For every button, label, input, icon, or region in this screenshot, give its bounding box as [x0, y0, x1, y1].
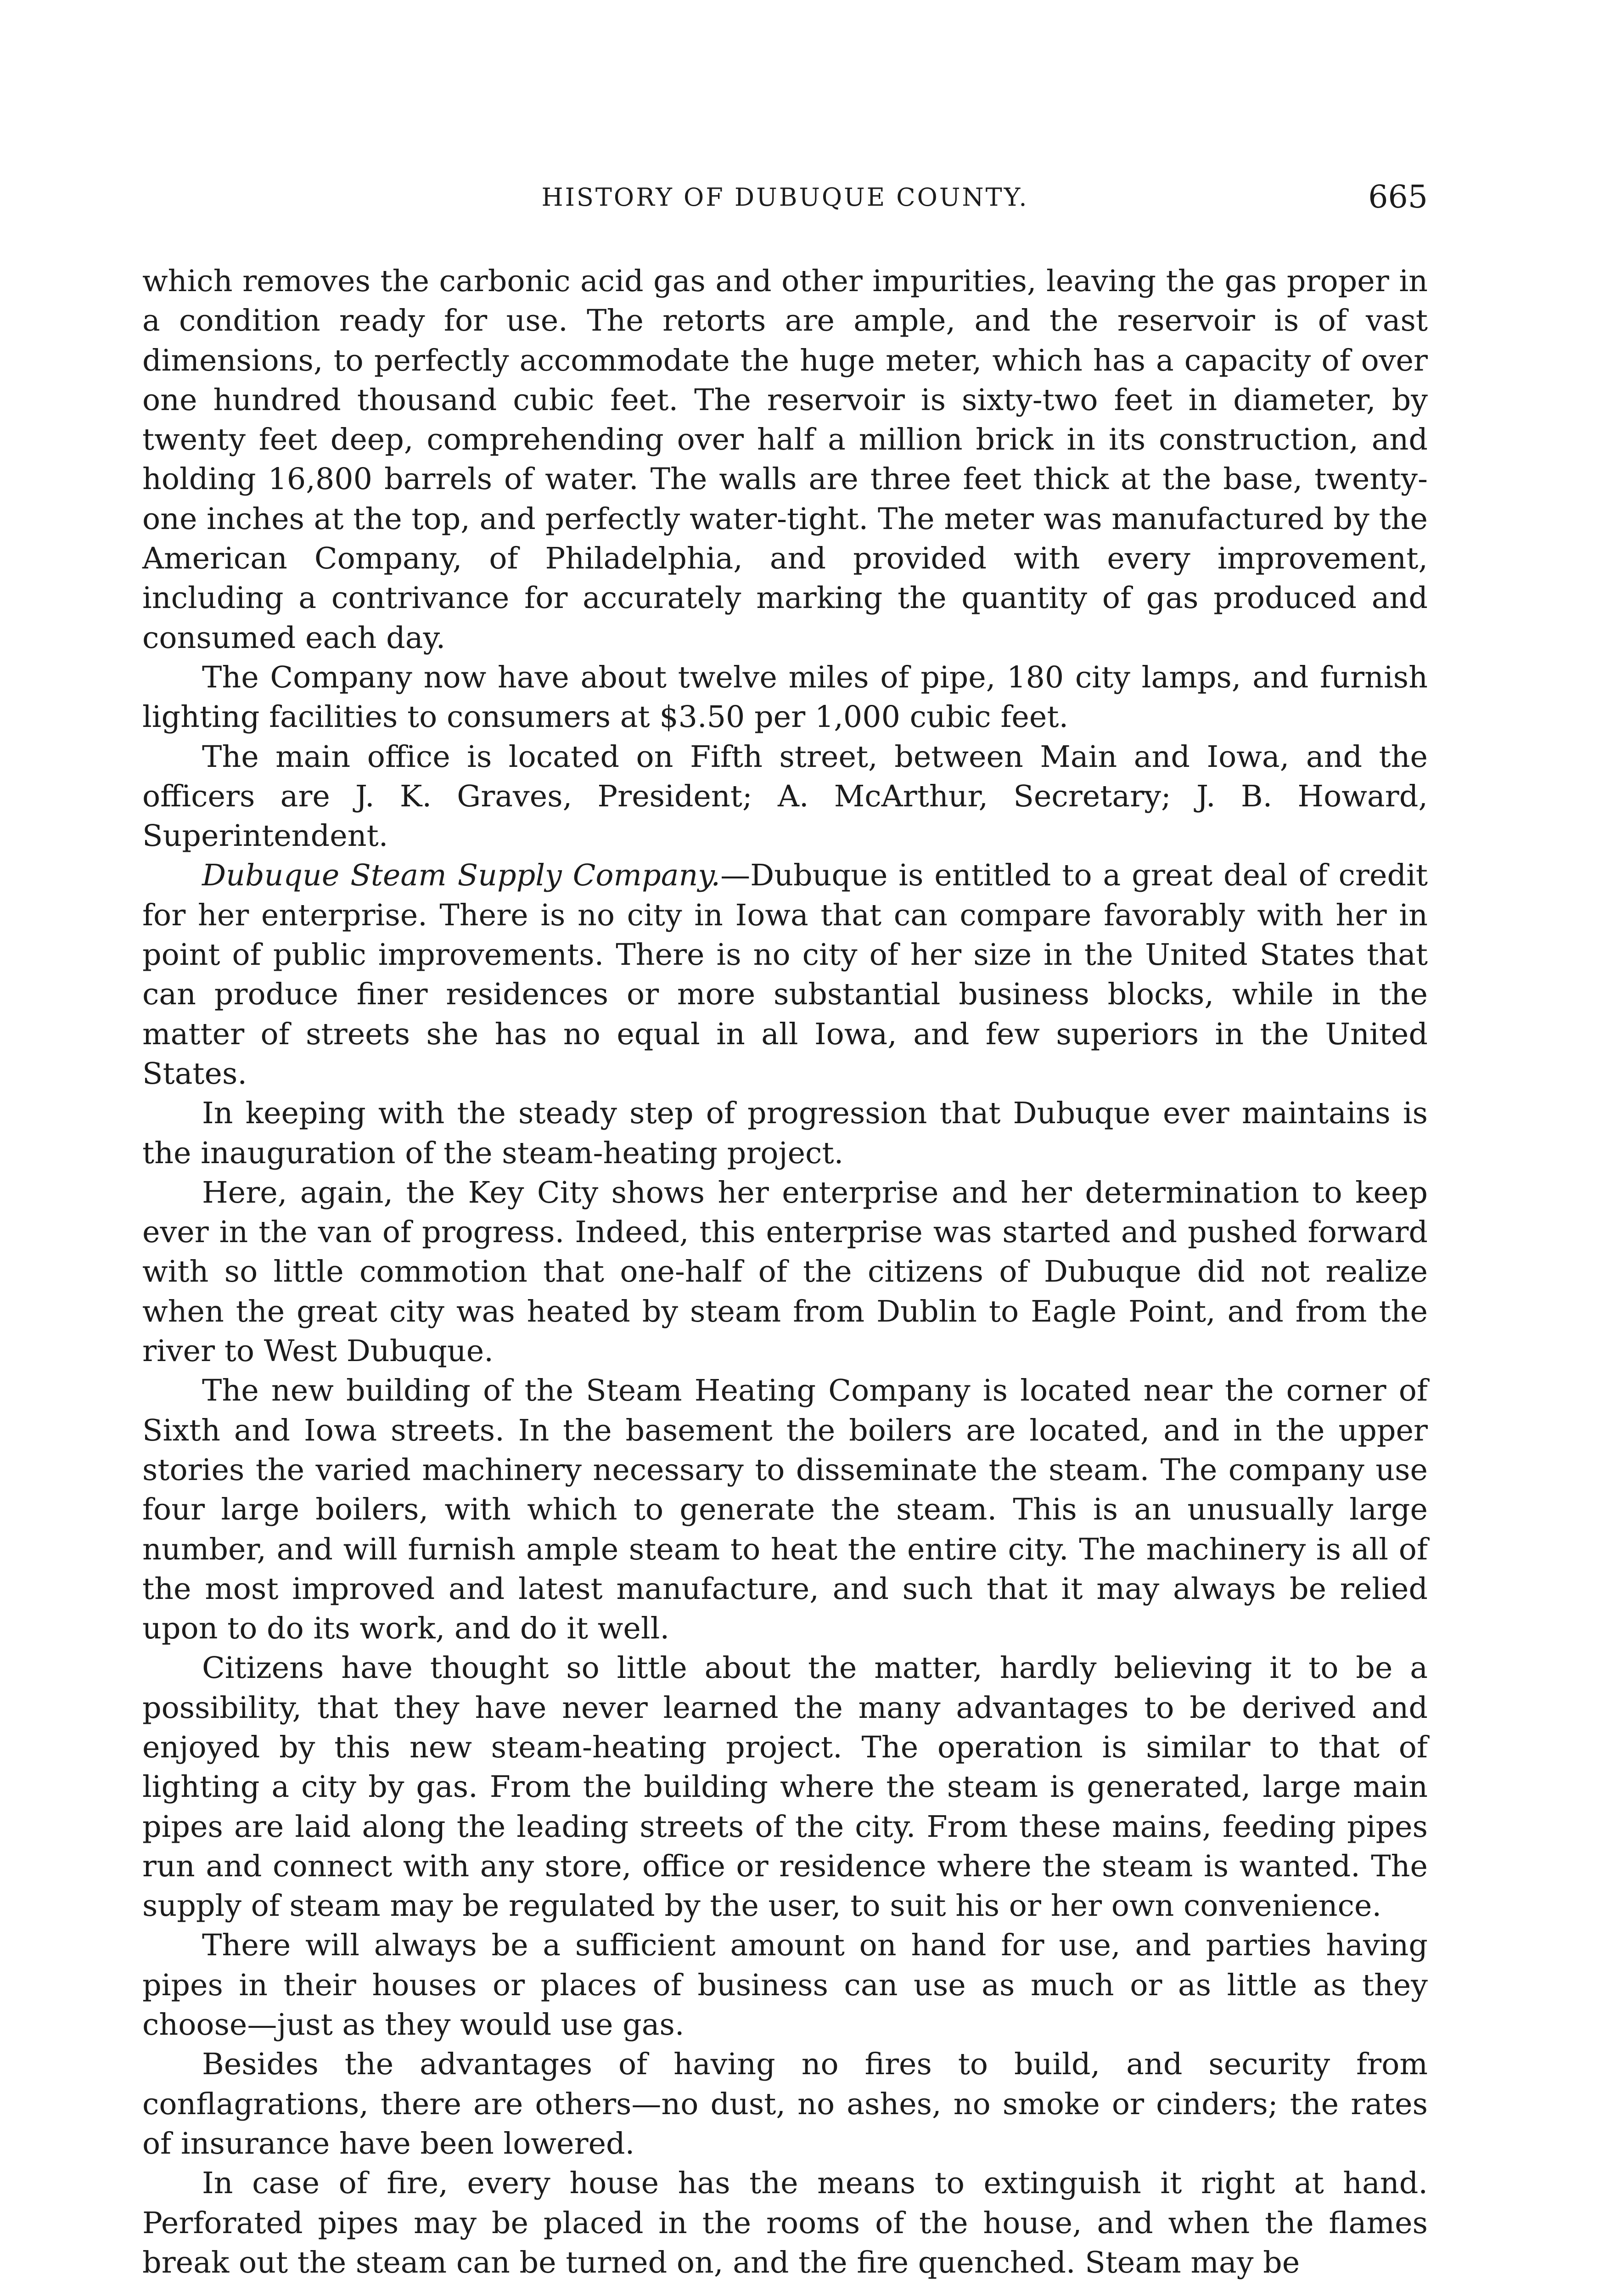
body-text	[142, 262, 1428, 2283]
section-paragraph	[142, 856, 1428, 1094]
paragraph: Besides the advantages of having no fires to build, and security from conflagrations, there are others—no dust, no ashes, no smoke or cinders; the rates of insurance have been lowered.	[142, 2047, 1428, 2161]
running-head	[142, 177, 1428, 218]
paragraph: Citizens have thought so little about the matter, hardly believing it to be a possibility, that they have never learned the many advantages to be derived and enjoyed by this new steam-heating project. The operation is similar to that of lighting a city by gas. From the building where the steam is generated, large main pipes are laid along the leading streets of the city. From these mains, feeding pipes run and connect with any store, office or residence where the steam is wanted. The supply of steam may be regulated by the user, to suit his or her own convenience.	[142, 1651, 1428, 1924]
running-title: HISTORY OF DUBUQUE COUNTY.	[541, 183, 1029, 212]
paragraph: Here, again, the Key City shows her enterprise and her determination to keep ever in the van of progress. Indeed, this enterprise was started and pushed forward with so little commotion that one-half of the citizens of Dubuque did not realize when the great city was heated by steam from Dublin to Eagle Point, and from the river to West Dubuque.	[142, 1175, 1428, 1369]
section-heading: Dubuque Steam Supply Company.	[202, 858, 721, 893]
paragraph: In case of fire, every house has the means to extinguish it right at hand. Perforated pipes may be placed in the rooms of the house, and when the flames break out the steam can be turned on, and the fire quenched. Steam may be	[142, 2166, 1428, 2280]
section-intro: —Dubuque is entitled to a great deal of credit for her enterprise. There is no city in Iowa that can compare favorably with her in point of public improvements. There is no city of her size in the United States that can produce finer residences or more substantial business blocks, while in the matter of streets she has no equal in all Iowa, and few superiors in the United States.	[142, 858, 1428, 1091]
paragraph: In keeping with the steady step of progression that Dubuque ever maintains is the inauguration of the steam-heating project.	[142, 1096, 1428, 1171]
paragraph: The new building of the Steam Heating Company is located near the corner of Sixth and Iowa streets. In the basement the boilers are located, and in the upper stories the varied machinery necessary to disseminate the steam. The company use four large boilers, with which to generate the steam. This is an unusually large number, and will furnish ample steam to heat the entire city. The machinery is all of the most improved and latest manufacture, and such that it may always be relied upon to do its work, and do it well.	[142, 1373, 1428, 1646]
paragraph-continued: which removes the carbonic acid gas and other impurities, leaving the gas proper in a condition ready for use. The retorts are ample, and the reservoir is of vast dimensions, to perfectly accommodate the huge meter, which has a capacity of over one hundred thousand cubic feet. The reservoir is sixty-two feet in diameter, by twenty feet deep, comprehending over half a million brick in its construction, and holding 16,800 barrels of water. The walls are three feet thick at the base, twenty-one inches at the top, and perfectly water-tight. The meter was manufactured by the American Company, of Philadelphia, and provided with every improvement, including a contrivance for accurately marking the quantity of gas produced and consumed each day.	[142, 264, 1428, 655]
paragraph: The Company now have about twelve miles of pipe, 180 city lamps, and furnish lighting facilities to consumers at $3.50 per 1,000 cubic feet.	[142, 660, 1428, 735]
page-number: 665	[1368, 179, 1428, 215]
paragraph: The main office is located on Fifth street, between Main and Iowa, and the officers are J. K. Graves, President; A. McArthur, Secretary; J. B. Howard, Superintendent.	[142, 739, 1428, 854]
paragraph: There will always be a sufficient amount on hand for use, and parties having pipes in their houses or places of business can use as much or as little as they choose—just as they would use gas.	[142, 1928, 1428, 2043]
